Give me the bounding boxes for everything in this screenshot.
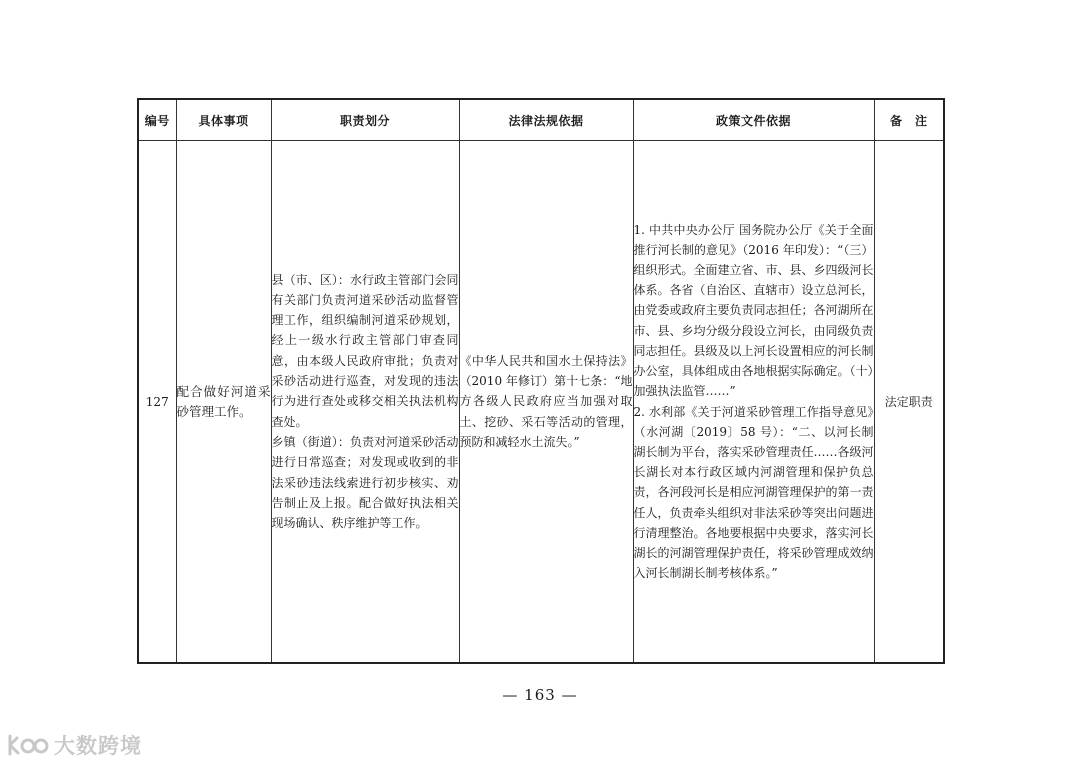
policy-item-1: 1. 中共中央办公厅 国务院办公厅《关于全面推行河长制的意见》（2016 年印发）：“（三）组织形式。全面建立省、市、县、乡四级河长体系。各省（自治区、直辖市）设立总河长，由党委或政府主要负责同志担任；各河湖所在市、县、乡均分级分段设立河长，由同级负责同志担任。县级及以上河长设置相应的河长制办公室，具体组成由各地根据实际确定。（十）加强执法监管……” bbox=[633, 222, 874, 399]
duty-table bbox=[137, 98, 945, 664]
row-note: 法定职责 bbox=[874, 141, 944, 664]
watermark-text: 大数跨境 bbox=[54, 734, 142, 758]
table-header-row bbox=[138, 99, 944, 141]
row-item: 配合做好河道采砂管理工作。 bbox=[176, 141, 271, 664]
header-duty: 职责划分 bbox=[271, 99, 459, 141]
header-note: 备 注 bbox=[874, 99, 944, 141]
row-duty bbox=[271, 141, 459, 664]
header-policy: 政策文件依据 bbox=[633, 99, 874, 141]
watermark bbox=[6, 727, 142, 763]
duty-township: 乡镇（街道）：负责对河道采砂活动进行日常巡查；对发现或收到的非法采砂违法线索进行初步核实、劝告制止及上报。配合做好执法相关现场确认、秩序维护等工作。 bbox=[271, 434, 459, 531]
table-row bbox=[138, 141, 944, 664]
duty-county: 县（市、区）：水行政主管部门会同有关部门负责河道采砂活动监督管理工作，组织编制河道采砂规划，经上一级水行政主管部门审查同意，由本级人民政府审批；负责对采砂活动进行巡查，对发现的违法行为进行查处或移交相关执法机构查处。 bbox=[271, 272, 459, 429]
policy-item-2: 2. 水利部《关于河道采砂管理工作指导意见》 （水河湖〔2019〕58 号）：“二、以河长制湖长制为平台，落实采砂管理责任……各级河长湖长对本行政区域内河湖管理和保护负总责，各河段河长是相应河湖管理保护的第一责任人，负责牵头组织对非法采砂等突出问题进行清理整治。各地要根据中央要求，落实河长湖长的河湖管理保护责任，将采砂管理成效纳入河长制湖长制考核体系。” bbox=[633, 404, 886, 581]
duty-table-container bbox=[137, 98, 943, 664]
header-number: 编号 bbox=[138, 99, 176, 141]
row-law: 《中华人民共和国水土保持法》（2010 年修订）第十七条：“地方各级人民政府应当加强对取土、挖砂、采石等活动的管理，预防和减轻水土流失。” bbox=[459, 141, 633, 664]
brand-logo-icon bbox=[6, 733, 50, 757]
header-law: 法律法规依据 bbox=[459, 99, 633, 141]
row-number: 127 bbox=[138, 141, 176, 664]
row-policy bbox=[633, 141, 886, 664]
page-number: — 163 — bbox=[502, 686, 578, 704]
header-item: 具体事项 bbox=[176, 99, 271, 141]
